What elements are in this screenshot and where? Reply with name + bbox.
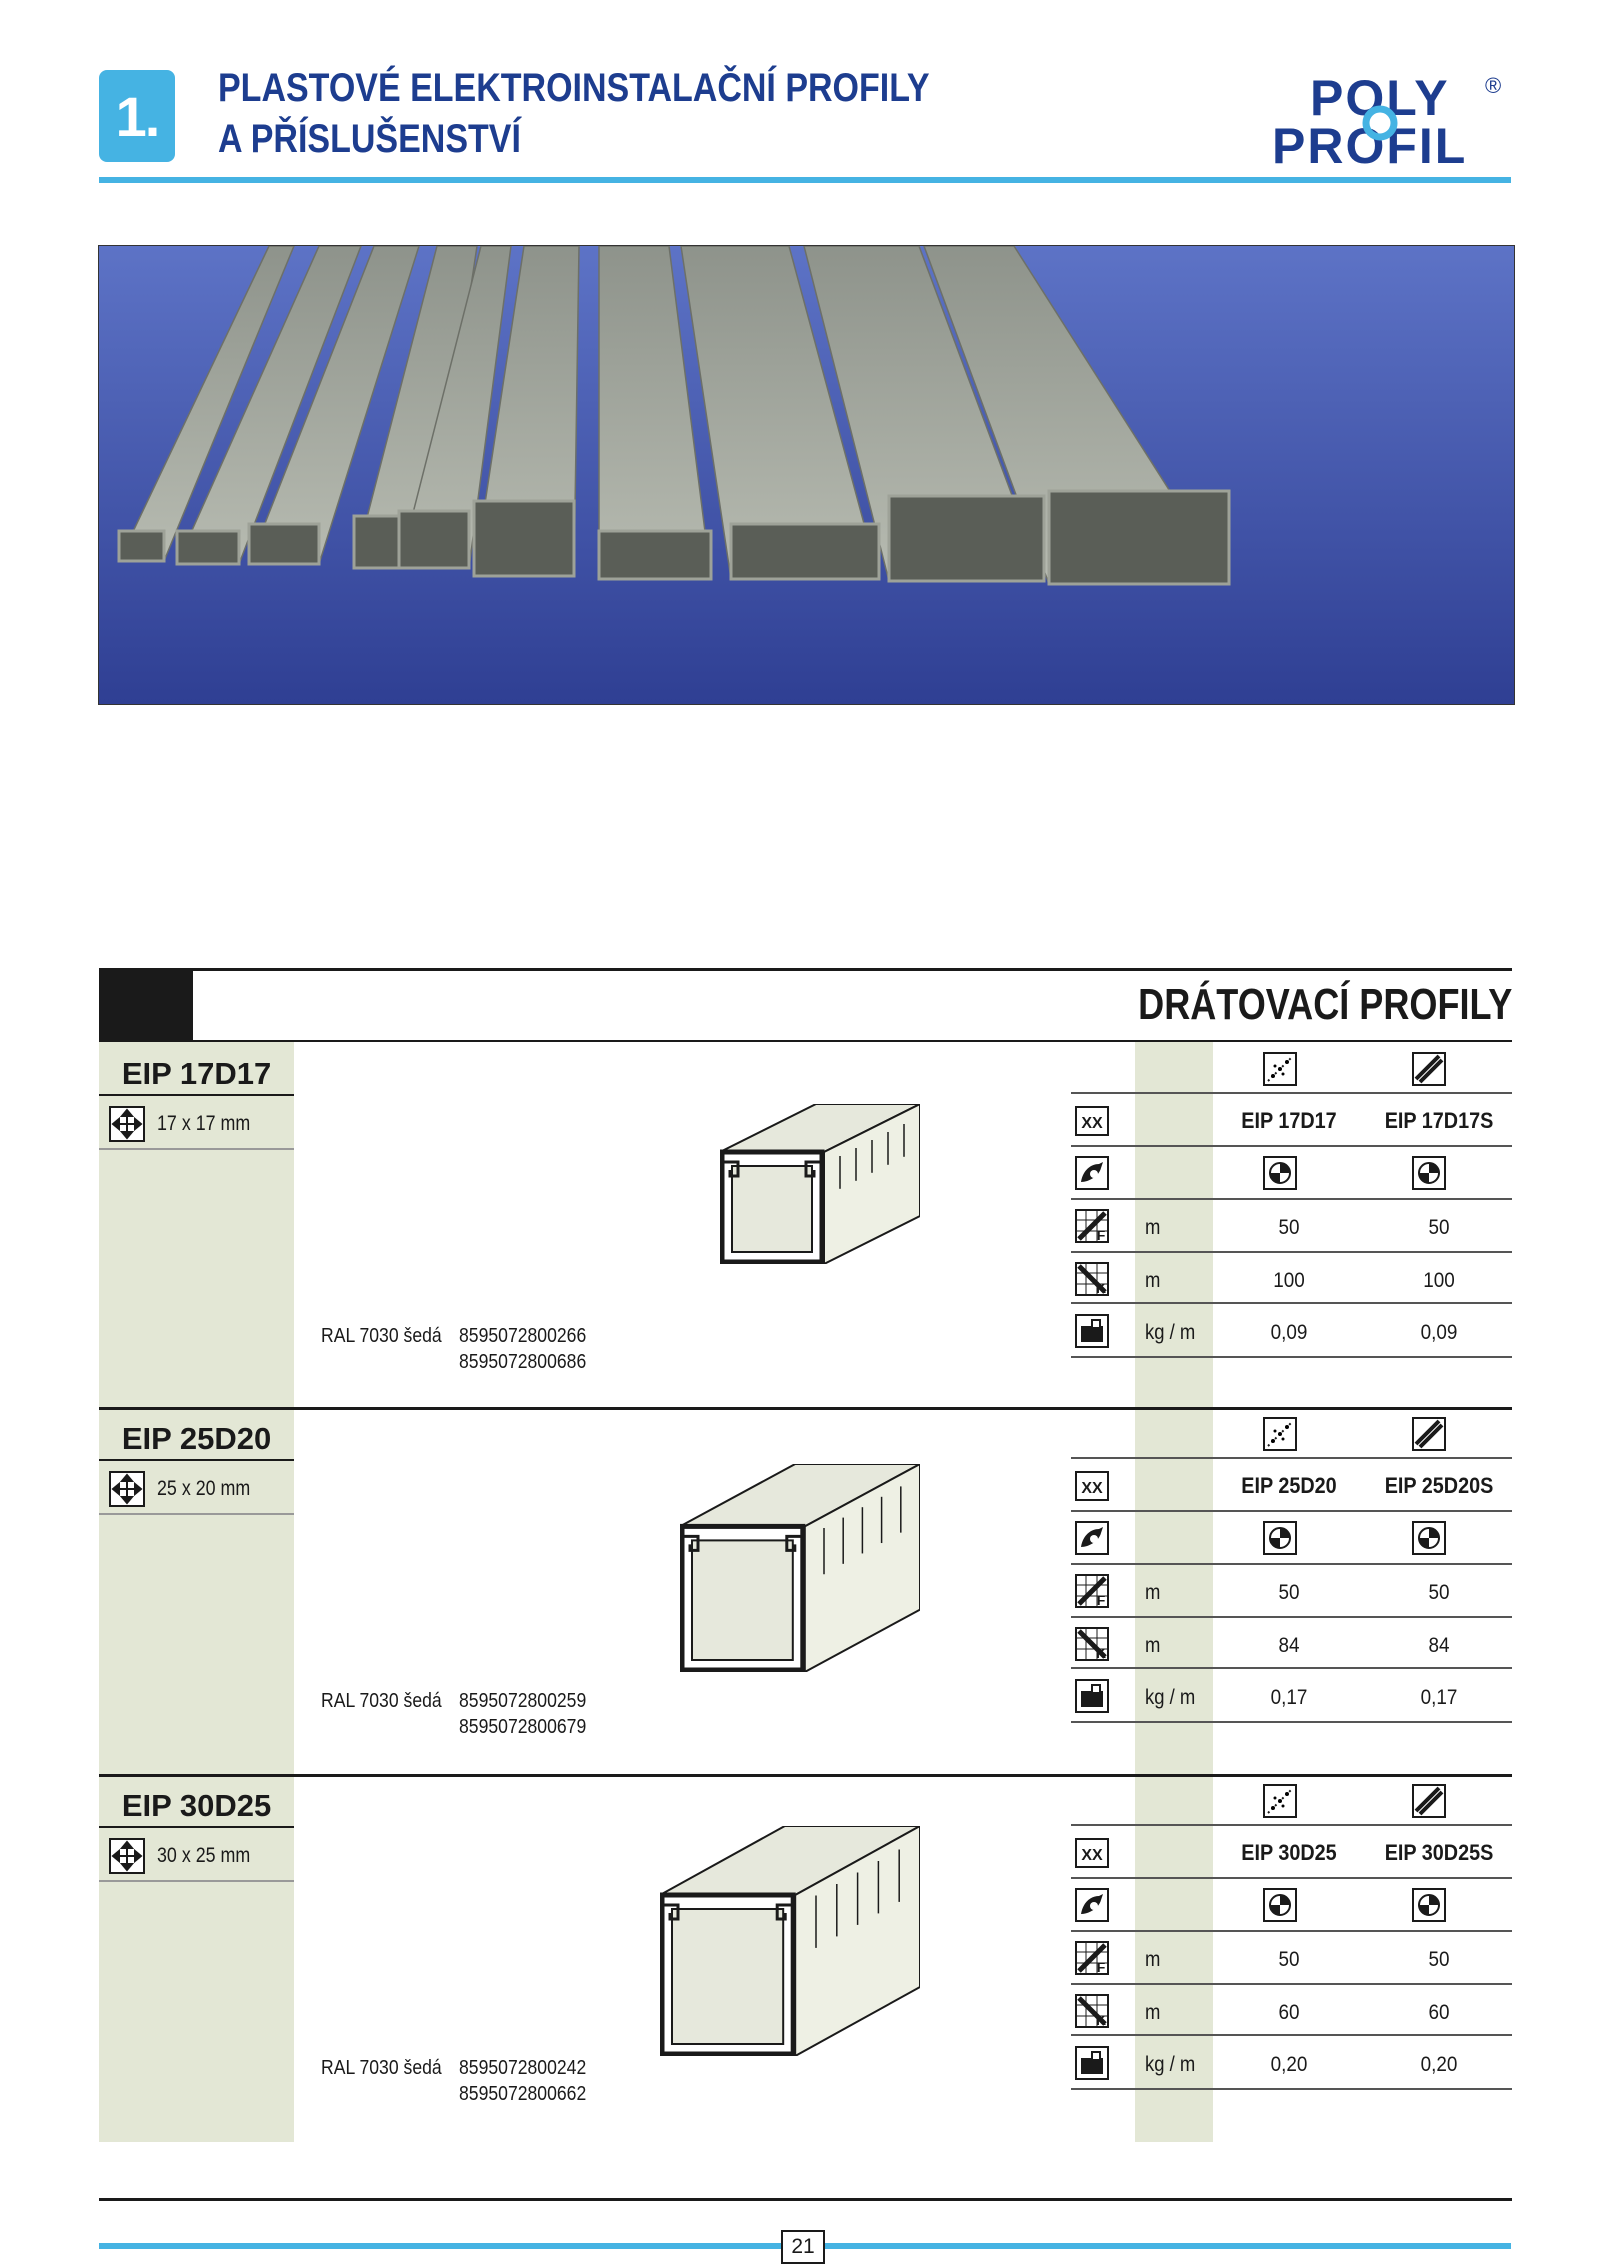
spec-value: 100 [1273,1269,1305,1292]
packaging-k-icon [1075,1994,1109,2028]
spec-value: 50 [1278,1948,1300,1971]
table-row-rule [1071,1356,1512,1358]
svg-text:PROFIL: PROFIL [1272,118,1468,170]
variant-name: EIP 25D20S [1384,1473,1494,1498]
table-row-rule [1071,1983,1512,1985]
svg-text:®: ® [1485,73,1502,98]
table-row-rule [1071,1563,1512,1565]
spec-value: 0,09 [1270,1321,1308,1344]
name-rule [99,1094,294,1096]
spec-value: 0,09 [1420,1321,1458,1344]
ral-color: RAL 7030 šedá [321,2057,442,2079]
ean-code: 8595072800662 [459,2083,587,2105]
perforated-cover-icon [1263,1417,1297,1451]
page-title-line2: A PŘÍSLUŠENSTVÍ [218,117,521,161]
halogen-free-icon [1263,1521,1297,1555]
svg-text:F: F [1096,1959,1106,1975]
halogen-free-icon [1263,1888,1297,1922]
fire-icon [1075,1574,1109,1608]
ean-code: 8595072800259 [459,1690,587,1712]
ral-color: RAL 7030 šedá [321,1690,442,1712]
spec-value: 0,20 [1420,2053,1458,2076]
table-row-rule [1071,1198,1512,1200]
unit-label: m [1145,1581,1161,1604]
halogen-free-icon [1263,1156,1297,1190]
spec-value: 84 [1428,1634,1450,1657]
dimensions-rule [99,1513,294,1515]
spec-value: 100 [1423,1269,1455,1292]
halogen-free-icon [1412,1521,1446,1555]
svg-text:F: F [1096,1592,1106,1608]
dimensions-rule [99,1148,294,1150]
left-column-bg [99,1042,294,1410]
spec-value: 50 [1428,1216,1450,1239]
variant-name: EIP 25D20 [1241,1473,1337,1498]
weight-icon [1075,2046,1109,2080]
fire-icon [1075,1209,1109,1243]
halogen-free-icon [1412,1156,1446,1190]
polyprofil-logo [1270,65,1510,170]
weight-icon [1075,1679,1109,1713]
unit-label: m [1145,1948,1161,1971]
header-rule [99,177,1511,183]
table-row-rule [1071,1145,1512,1147]
xx-type-icon [1075,1104,1109,1138]
spec-value: 50 [1278,1216,1300,1239]
svg-text:XX: XX [1081,1480,1103,1497]
ral-color: RAL 7030 šedá [321,1325,442,1347]
product-name: EIP 30D25 [121,1788,272,1823]
spec-value: 50 [1428,1581,1450,1604]
profile-drawing [720,1104,920,1269]
xx-type-icon [1075,1836,1109,1870]
variant-name: EIP 17D17 [1241,1108,1337,1133]
spec-value: 84 [1278,1634,1300,1657]
table-row-rule [1071,1930,1512,1932]
product-dimensions: 25 x 20 mm [157,1477,251,1500]
name-rule [99,1459,294,1461]
xx-type-icon [1075,1469,1109,1503]
product-dimensions: 17 x 17 mm [157,1112,251,1135]
packaging-k-icon [1075,1627,1109,1661]
svg-text:K: K [1095,2012,1107,2028]
fire-icon [1075,1941,1109,1975]
variant-name: EIP 30D25 [1241,1840,1337,1865]
unit-label: m [1145,2001,1161,2024]
product-separator [99,1774,1512,1777]
product-separator [99,1407,1512,1410]
svg-text:XX: XX [1081,1847,1103,1864]
unit-label: m [1145,1269,1161,1292]
weight-icon [1075,1314,1109,1348]
ean-code: 8595072800242 [459,2057,587,2079]
material-hand-icon [1075,1156,1109,1190]
packaging-k-icon [1075,1262,1109,1296]
table-row-rule [1071,1510,1512,1512]
section-top-rule [99,968,1512,971]
perforated-cover-icon [1263,1784,1297,1818]
unit-label: m [1145,1216,1161,1239]
section-marker [99,968,193,1042]
table-row-rule [1071,1721,1512,1723]
left-column-bg [99,1774,294,2142]
unit-label: kg / m [1145,1686,1196,1709]
table-row-rule [1071,1457,1512,1459]
unit-label: kg / m [1145,1321,1196,1344]
slit-cover-icon [1412,1417,1446,1451]
table-row-rule [1071,1667,1512,1669]
product-block [99,1042,1512,1410]
perforated-cover-icon [1263,1052,1297,1086]
product-dimensions: 30 x 25 mm [157,1844,251,1867]
ean-code: 8595072800679 [459,1716,587,1738]
page-title-line1: PLASTOVÉ ELEKTROINSTALAČNÍ PROFILY [218,66,930,110]
chapter-badge: 1. [99,70,175,162]
product-photo [98,245,1515,705]
halogen-free-icon [1412,1888,1446,1922]
variant-name: EIP 30D25S [1384,1840,1494,1865]
dimensions-arrows-icon [109,1838,145,1874]
product-block [99,1407,1512,1775]
profile-drawing [660,1826,920,2061]
spec-value: 50 [1428,1948,1450,1971]
table-row-rule [1071,1616,1512,1618]
section-title: DRÁTOVACÍ PROFILY [1137,980,1512,1029]
unit-label: kg / m [1145,2053,1196,2076]
svg-text:K: K [1095,1645,1107,1661]
svg-text:POLY: POLY [1310,70,1450,126]
slit-cover-icon [1412,1784,1446,1818]
svg-text:XX: XX [1081,1115,1103,1132]
product-block [99,1774,1512,2142]
table-row-rule [1071,1824,1512,1826]
table-row-rule [1071,2088,1512,2090]
spec-value: 0,20 [1270,2053,1308,2076]
dimensions-arrows-icon [109,1471,145,1507]
dimensions-rule [99,1880,294,1882]
table-row-rule [1071,1251,1512,1253]
ean-code: 8595072800266 [459,1325,587,1347]
page-number: 21 [781,2230,825,2264]
spec-value: 0,17 [1270,1686,1308,1709]
table-row-rule [1071,1877,1512,1879]
slit-cover-icon [1412,1052,1446,1086]
spec-value: 60 [1428,2001,1450,2024]
ean-code: 8595072800686 [459,1351,587,1373]
table-row-rule [1071,1092,1512,1094]
svg-text:F: F [1096,1227,1106,1243]
product-name: EIP 17D17 [121,1056,272,1091]
svg-text:K: K [1095,1280,1107,1296]
material-hand-icon [1075,1521,1109,1555]
table-bottom-rule [99,2198,1512,2201]
spec-value: 0,17 [1420,1686,1458,1709]
table-row-rule [1071,1302,1512,1304]
table-row-rule [1071,2034,1512,2036]
dimensions-arrows-icon [109,1106,145,1142]
profile-drawing [680,1464,920,1677]
variant-name: EIP 17D17S [1384,1108,1494,1133]
material-hand-icon [1075,1888,1109,1922]
left-column-bg [99,1407,294,1775]
product-name: EIP 25D20 [121,1421,272,1456]
unit-label: m [1145,1634,1161,1657]
spec-value: 50 [1278,1581,1300,1604]
spec-value: 60 [1278,2001,1300,2024]
name-rule [99,1826,294,1828]
